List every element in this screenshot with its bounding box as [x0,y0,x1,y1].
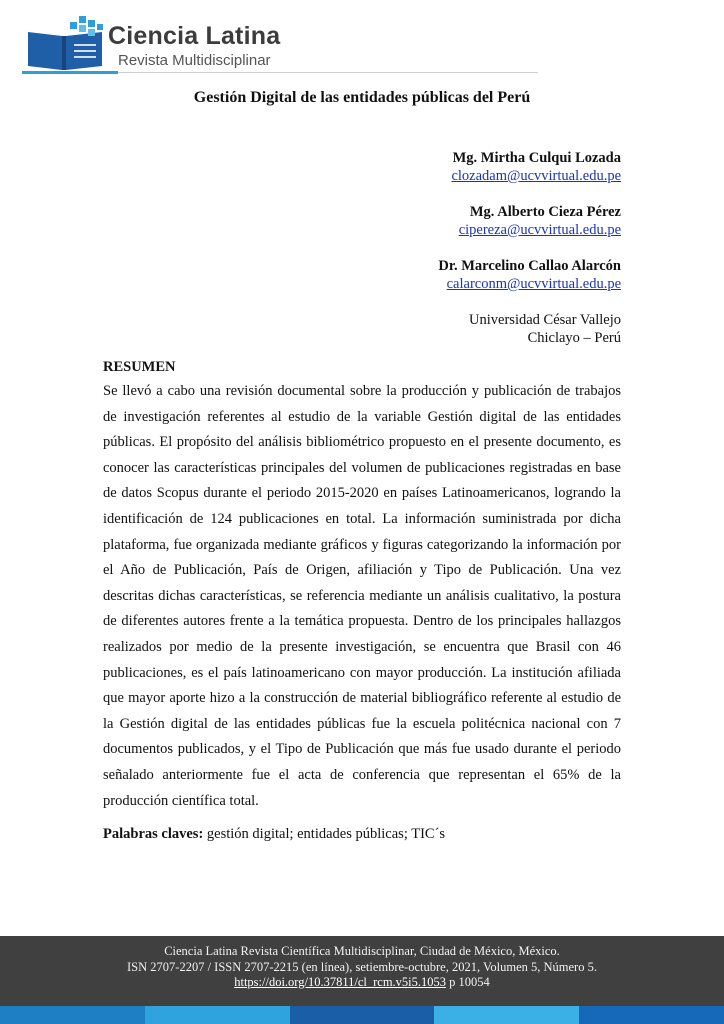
affiliation-location: Chiclayo – Perú [527,330,621,346]
abstract-heading: RESUMEN [103,359,176,375]
author-name: Mg. Alberto Cieza Pérez [469,204,621,220]
journal-brand-subtitle: Revista Multidisciplinar [118,52,271,69]
keywords-label: Palabras claves: [103,826,204,842]
footer-journal-line: Ciencia Latina Revista Científica Multidisciplinar, Ciudad de México, México. [164,944,560,958]
affiliation-university: Universidad César Vallejo [469,312,621,328]
abstract-text: Se llevó a cabo una revisión documental sobre la producción y publicación de trabajos de investigación referentes al estudio de la variable Gestión digital de las entidades públicas. El propósito del análisis bibliométrico propuesto en el presente documento, es conocer las características principales del volumen de publicaciones registradas en base de datos Scopus durante el periodo 2015-2020 en países Latinoamericanos, logrando la identificación de 124 publicaciones en total. La información suministrada por dicha plataforma, fue organizada mediante gráficos y figuras categorizando la información por el Año de Publicación, País de Origen, afiliación y Tipo de Publicación. Una vez descritas dichas características, se referencia mediante un análisis cualitativo, la postura de diferentes autores frente a la temática propuesta. Dentro de los principales hallazgos realizados por medio de la presente investigación, se encuentra que Brasil con 46 publicaciones, es el país latinoamericano con mayor producción. La institución afiliada que mayor aporte hizo a la construcción de material bibliográfico referente al estudio de la Gestión digital de las entidades públicas fue la escuela politécnica nacional con 7 documentos publicados, y el Tipo de Publicación que más fue usado durante el periodo señalado anteriormente fue el acta de conferencia que representan el 65% de la producción científica total. [103,383,621,809]
journal-header [22,10,542,76]
footer-bar-segment [579,1006,724,1024]
author-entry [438,257,621,293]
author-block [438,149,621,347]
author-name: Mg. Mirtha Culqui Lozada [452,150,621,166]
author-name: Dr. Marcelino Callao Alarcón [438,258,621,274]
author-entry [438,149,621,185]
author-email-link[interactable]: calarconm@ucvvirtual.edu.pe [446,276,621,292]
footer-bar-segment [0,1006,145,1024]
journal-brand-title: Ciencia Latina [108,22,281,50]
doi-link[interactable]: https://doi.org/10.37811/cl_rcm.v5i5.1053 [234,975,447,989]
header-divider [118,72,538,73]
footer-bar-segment [290,1006,435,1024]
author-email-link[interactable]: clozadam@ucvvirtual.edu.pe [451,168,621,184]
header-accent-rule [22,71,118,74]
open-book-logo-icon [26,14,106,72]
abstract-section [103,358,621,814]
author-email-link[interactable]: cipereza@ucvvirtual.edu.pe [458,222,621,238]
keywords-line [103,826,445,843]
footer-bar-segment [434,1006,579,1024]
footer-issn-line: ISN 2707-2207 / ISSN 2707-2215 (en línea), setiembre-octubre, 2021, Volumen 5, Número 5. [127,959,597,974]
footer-bar-segment [145,1006,290,1024]
footer-doi-line [0,975,724,991]
page-number: p 10054 [449,975,490,989]
footer-color-bar [0,1006,724,1024]
keywords-value: gestión digital; entidades públicas; TIC´s [206,826,446,842]
article-title: Gestión Digital de las entidades públicas del Perú [193,89,531,106]
page-footer [0,936,724,1006]
author-entry [438,203,621,239]
